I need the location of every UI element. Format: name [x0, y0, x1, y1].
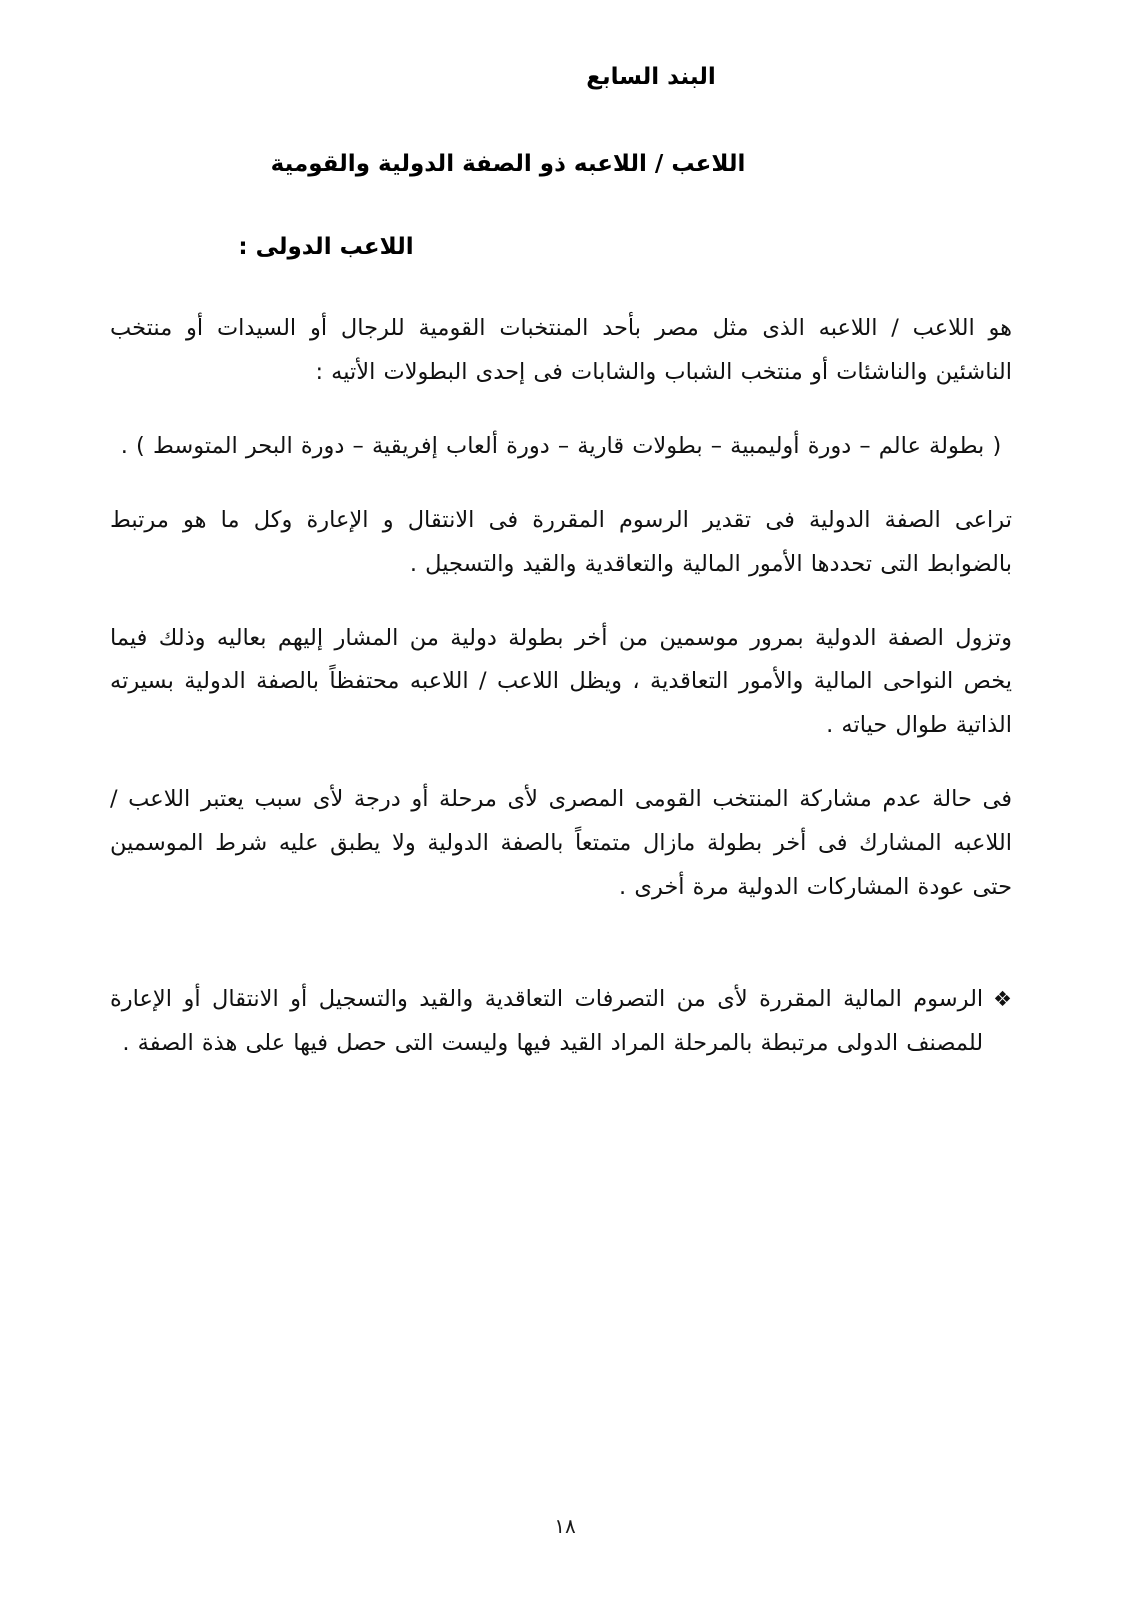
paragraph-non-participation: فى حالة عدم مشاركة المنتخب القومى المصرى لأى مرحلة أو درجة لأى سبب يعتبر اللاعب / اللاعبه المشارك فى أخر بطولة مازال متمتعاً بالصفة الدولية ولا يطبق عليه شرط الموسمين حتى عودة المشاركات الدولية مرة أخرى . — [110, 786, 1012, 900]
paragraph-status-expiry: وتزول الصفة الدولية بمرور موسمين من أخر بطولة دولية من المشار إليهم بعاليه وذلك فيما يخص النواحى المالية والأمور التعاقدية ، ويظل اللاعب / اللاعبه محتفظاً بالصفة الدولية بسيرته الذاتية طوال حياته . — [110, 624, 1012, 739]
page-number-footer: ١٨ — [554, 1514, 576, 1538]
diamond-cluster-bullet-icon: ❖ — [993, 986, 1012, 1011]
page-title-item-subject: اللاعب / اللاعبه ذو الصفة الدولية والقومية — [270, 151, 746, 178]
page-title-item-number: البند السابع — [586, 64, 716, 90]
bullet-list-item — [110, 978, 1012, 1066]
paragraph-definition: هو اللاعب / اللاعبه الذى مثل مصر بأحد المنتخبات القومية للرجال أو السيدات أو منتخب الناشئين والناشئات أو منتخب الشباب والشابات فى إحدى البطولات الأتيه : — [110, 315, 1012, 386]
bullet-item-text: الرسوم المالية المقررة لأى من التصرفات التعاقدية والقيد والتسجيل أو الانتقال أو الإعارة للمصنف الدولى مرتبطة بالمرحلة المراد القيد فيها وليست التى حصل فيها على هذة الصفة . — [110, 985, 984, 1056]
paragraph-tournaments-list: ( بطولة عالم – دورة أوليمبية – بطولات قارية – دورة ألعاب إفريقية – دورة البحر المتوسط ) . — [120, 432, 1002, 459]
section-heading-international-player: اللاعب الدولى : — [238, 234, 414, 261]
paragraph-fees-consideration: تراعى الصفة الدولية فى تقدير الرسوم المقررة فى الانتقال و الإعارة وكل ما هو مرتبط بالضوابط التى تحددها الأمور المالية والتعاقدية والقيد والتسجيل . — [110, 506, 1012, 577]
page-content — [110, 62, 1012, 1066]
